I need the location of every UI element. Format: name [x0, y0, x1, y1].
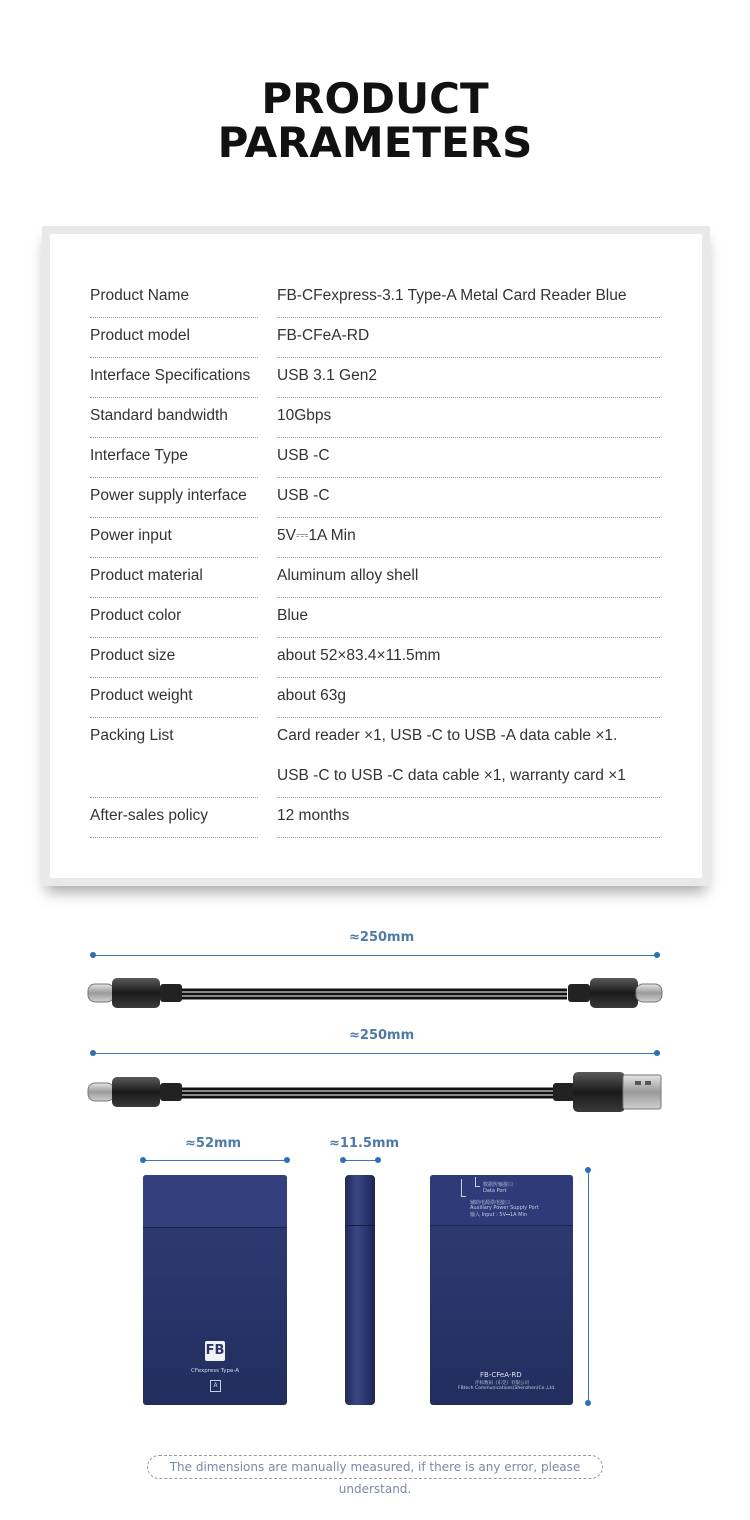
dimension-endpoint-dot [375, 1157, 381, 1163]
param-row [50, 557, 702, 597]
param-row [50, 397, 702, 437]
aux-port-label-en: Auxiliary Power Supply Port [470, 1205, 539, 1211]
param-value: 12 months [277, 797, 660, 838]
width-dimension-label: ≈52mm [185, 1136, 242, 1151]
power-input-label: 输入 Input : 5V⎓1A Min [470, 1212, 528, 1218]
dimension-endpoint-dot [90, 1050, 96, 1056]
param-key [90, 757, 258, 798]
param-row [50, 477, 702, 517]
param-value: USB -C [277, 437, 660, 478]
dimension-endpoint-dot [585, 1400, 591, 1406]
dimension-endpoint-dot [140, 1157, 146, 1163]
param-row [50, 637, 702, 677]
card-reader-front-image [143, 1175, 287, 1405]
cable-cc-dimension-line [93, 955, 657, 956]
param-value: Card reader ×1, USB -C to USB -A data cable ×1. [277, 727, 618, 744]
card-reader-back-image [430, 1175, 573, 1405]
thickness-dimension-line [343, 1160, 378, 1161]
param-row [50, 437, 702, 477]
param-value: USB 3.1 Gen2 [277, 357, 660, 398]
param-row [50, 357, 702, 397]
param-key: Product Name [90, 277, 258, 318]
param-key: Power input [90, 517, 258, 558]
param-row [50, 597, 702, 637]
dimension-endpoint-dot [654, 1050, 660, 1056]
data-port-label-cn: 数据传输接口 [483, 1182, 514, 1188]
height-dimension-line [588, 1170, 589, 1403]
aux-port-label-cn: 辅助电源供电接口 [470, 1200, 511, 1206]
dimension-endpoint-dot [340, 1157, 346, 1163]
param-row [50, 757, 702, 797]
param-key: Product model [90, 317, 258, 358]
param-key: After-sales policy [90, 797, 258, 838]
usb-c-to-usb-a-cable-image [85, 1068, 665, 1118]
fb-logo: FB [205, 1341, 225, 1361]
param-row [50, 677, 702, 717]
param-value: about 52×83.4×11.5mm [277, 637, 660, 678]
dimension-endpoint-dot [585, 1167, 591, 1173]
param-value: USB -C to USB -C data cable ×1, warranty card ×1 [277, 757, 660, 798]
param-value: Blue [277, 597, 660, 638]
param-key: Standard bandwidth [90, 397, 258, 438]
cable-ca-dimension-line [93, 1053, 657, 1054]
param-value: USB -C [277, 477, 660, 518]
param-row [50, 717, 702, 757]
dimension-endpoint-dot [90, 952, 96, 958]
card-slot-cover [143, 1175, 287, 1228]
front-product-label: CFexpress Type-A [191, 1368, 239, 1374]
param-value: 5V⎓1A Min [277, 517, 660, 558]
param-key: Product material [90, 557, 258, 598]
param-key: Interface Type [90, 437, 258, 478]
param-value: FB-CFexpress-3.1 Type-A Metal Card Reader Blue [277, 277, 660, 318]
width-dimension-line [143, 1160, 287, 1161]
parameters-table [50, 234, 702, 878]
back-model-label: FB-CFeA-RD [480, 1371, 522, 1379]
thickness-dimension-label: ≈11.5mm [329, 1136, 400, 1151]
page-title-line1: PRODUCT [261, 74, 489, 123]
param-key: Product color [90, 597, 258, 638]
param-key: Packing List [90, 727, 174, 744]
back-company-cn: 沣标数码（东莞）有限公司 [475, 1381, 529, 1386]
page-title-line2: PARAMETERS [217, 118, 533, 167]
param-key: Interface Specifications [90, 357, 258, 398]
param-key: Product weight [90, 677, 258, 718]
type-a-badge: A [210, 1380, 221, 1392]
cable-ca-length-label: ≈250mm [349, 1028, 415, 1043]
param-row [50, 277, 702, 317]
param-value: Aluminum alloy shell [277, 557, 660, 598]
card-reader-side-image [345, 1175, 375, 1405]
usb-c-to-usb-c-cable-image [85, 972, 665, 1016]
side-seam [345, 1225, 375, 1226]
param-key: Product size [90, 637, 258, 678]
param-value: 10Gbps [277, 397, 660, 438]
param-value: FB-CFeA-RD [277, 317, 660, 358]
param-row [50, 317, 702, 357]
data-port-label-en: Data Port [483, 1188, 507, 1194]
back-company-en: FBtech Communications(Shenzhen)Co.,Ltd. [458, 1386, 556, 1391]
param-key: Power supply interface [90, 477, 258, 518]
param-row [50, 517, 702, 557]
param-value: about 63g [277, 677, 660, 718]
measurement-disclaimer: The dimensions are manually measured, if there is any error, please understand. [147, 1455, 603, 1479]
cable-cc-length-label: ≈250mm [349, 930, 415, 945]
parameters-card [42, 226, 710, 886]
param-row [50, 797, 702, 837]
dimension-endpoint-dot [654, 952, 660, 958]
dimension-endpoint-dot [284, 1157, 290, 1163]
